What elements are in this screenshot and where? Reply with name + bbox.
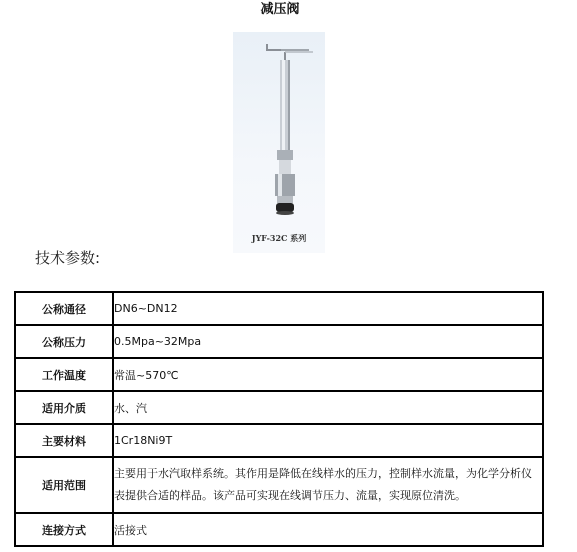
spec-value: DN6~DN12 <box>113 292 543 325</box>
spec-label: 适用范围 <box>15 457 113 513</box>
table-row <box>15 325 543 358</box>
spec-label: 公称压力 <box>15 325 113 358</box>
table-row <box>15 424 543 457</box>
spec-label: 工作温度 <box>15 358 113 391</box>
spec-label: 连接方式 <box>15 513 113 546</box>
spec-value: 0.5Mpa~32Mpa <box>113 325 543 358</box>
table-row <box>15 457 543 513</box>
product-photo <box>233 32 325 253</box>
valve-illustration <box>233 32 325 253</box>
section-heading: 技术参数: <box>35 249 101 267</box>
spec-label: 主要材料 <box>15 424 113 457</box>
table-row <box>15 292 543 325</box>
spec-label: 公称通径 <box>15 292 113 325</box>
product-caption: JYF-32C 系列 <box>251 233 307 243</box>
spec-label: 适用介质 <box>15 391 113 424</box>
page-title: 减压阀 <box>260 2 300 17</box>
spec-value: 活接式 <box>113 513 543 546</box>
spec-value: 1Cr18Ni9T <box>113 424 543 457</box>
spec-table <box>14 291 544 547</box>
table-row <box>15 358 543 391</box>
table-row <box>15 391 543 424</box>
spec-value: 水、汽 <box>113 391 543 424</box>
spec-value: 主要用于水汽取样系统。其作用是降低在线样水的压力，控制样水流量，为化学分析仪表提供合适的样品。该产品可实现在线调节压力、流量，实现原位清洗。 <box>113 457 543 513</box>
table-row <box>15 513 543 546</box>
spec-value: 常温~570℃ <box>113 358 543 391</box>
